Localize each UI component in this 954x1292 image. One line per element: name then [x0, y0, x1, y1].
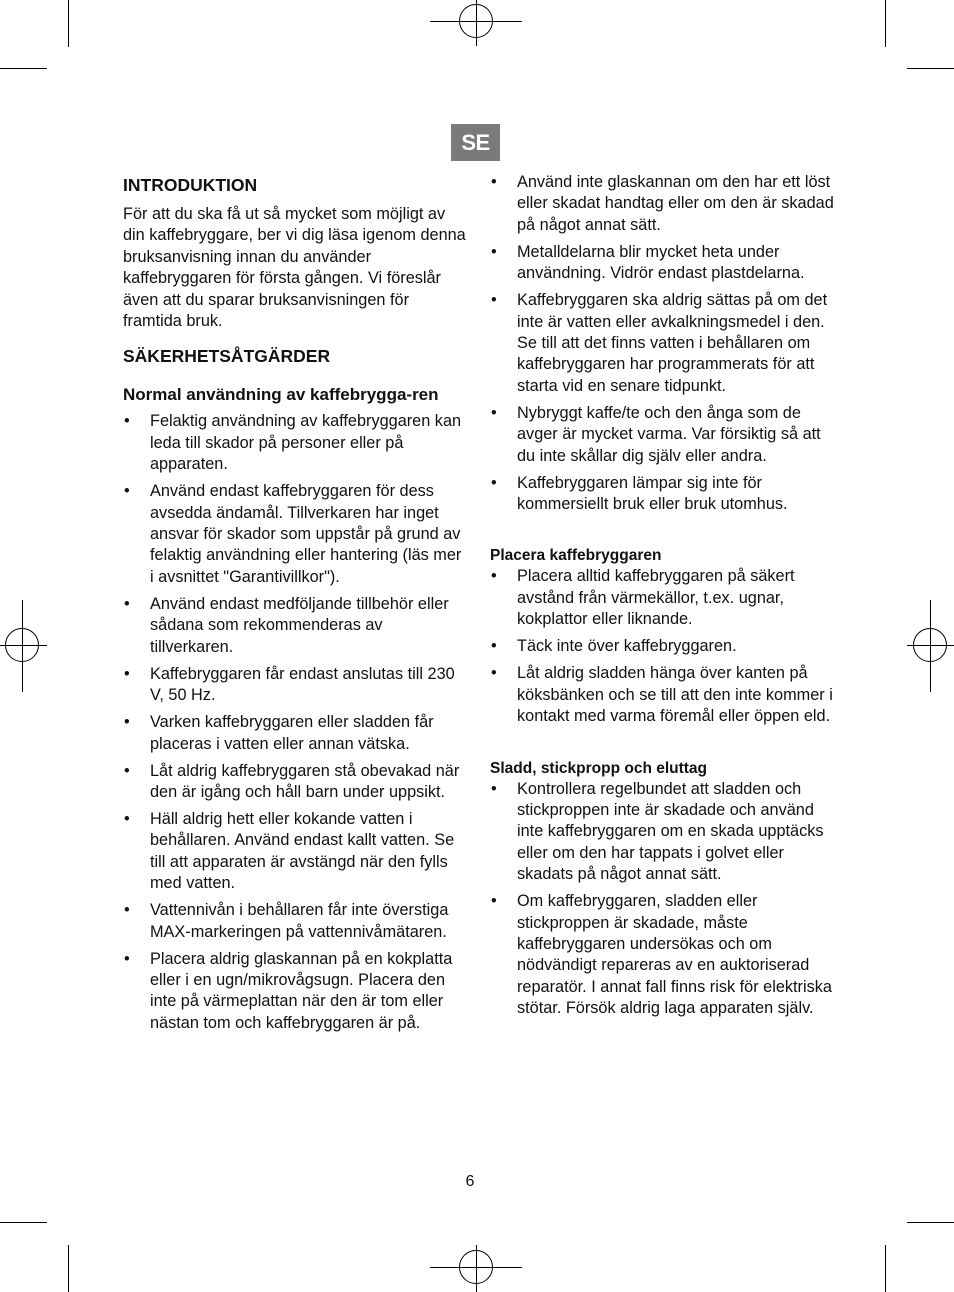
- cord-heading: Sladd, stickpropp och eluttag: [490, 759, 708, 777]
- list-item: • Häll aldrig hett eller kokande vatten i behållaren. Använd endast kallt vatten. Se till att apparaten är avstängd när den fylls med vatten.: [123, 809, 468, 895]
- crop-mark: [907, 1222, 954, 1223]
- normal-use-heading: Normal användning av kaffebrygga-ren: [123, 385, 439, 405]
- intro-paragraph: För att du ska få ut så mycket som möjligt av din kaffebryggare, ber vi dig läsa igenom denna bruksanvisning innan du använder kaffebryggaren för första gången. Vi föreslår även att du sparar bruksanvisningen för framtida bruk.: [123, 205, 466, 331]
- placement-list: [490, 566, 835, 727]
- list-item: • Låt aldrig sladden hänga över kanten på köksbänken och se till att den inte kommer i kontakt med varma föremål eller öppen eld.: [490, 663, 835, 727]
- left-column: [123, 172, 468, 1040]
- crop-mark: [0, 68, 47, 69]
- normal-use-list: [123, 411, 468, 1034]
- placement-heading: Placera kaffebryggaren: [490, 547, 662, 565]
- list-item: • Placera alltid kaffebryggaren på säkert avstånd från värmekällor, t.ex. ugnar, kokplattor eller liknande.: [490, 566, 835, 630]
- page-number: 6: [465, 1173, 475, 1190]
- list-item: • Använd inte glaskannan om den har ett löst eller skadat handtag eller om den är skadad på något annat sätt.: [490, 172, 835, 236]
- cord-list: [490, 779, 835, 1020]
- continued-list: [490, 172, 835, 515]
- right-column: [490, 172, 835, 1025]
- safety-heading: SÄKERHETSÅTGÄRDER: [123, 346, 331, 367]
- list-item: • Om kaffebryggaren, sladden eller stickproppen är skadade, måste kaffebryggaren undersökas och om nödvändigt repareras av en auktoriserad reparatör. I annat fall finns risk för elektriska stötar. Försök aldrig laga apparaten själv.: [490, 891, 835, 1019]
- list-item: • Täck inte över kaffebryggaren.: [490, 636, 835, 657]
- crop-mark: [0, 1222, 47, 1223]
- list-item: • Felaktig användning av kaffebryggaren kan leda till skador på personer eller på apparaten.: [123, 411, 468, 475]
- list-item: • Kaffebryggaren ska aldrig sättas på om det inte är vatten eller avkalkningsmedel i den. Se till att det finns vatten i behållaren om kaffebryggaren har programmerats för att starta vid en senare tidpunkt.: [490, 290, 835, 397]
- list-item: • Låt aldrig kaffebryggaren stå obevakad när den är igång och håll barn under uppsikt.: [123, 761, 468, 804]
- list-item: • Varken kaffebryggaren eller sladden får placeras i vatten eller annan vätska.: [123, 712, 468, 755]
- crop-mark: [68, 1245, 69, 1292]
- crop-mark: [68, 0, 69, 47]
- list-item: • Vattennivån i behållaren får inte överstiga MAX-markeringen på vattennivåmätaren.: [123, 900, 468, 943]
- list-item: • Nybryggt kaffe/te och den ånga som de avger är mycket varma. Var försiktig så att du inte skållar dig själv eller andra.: [490, 403, 835, 467]
- list-item: • Använd endast kaffebryggaren för dess avsedda ändamål. Tillverkaren har inget ansvar för skador som uppstår på grund av felaktig användning eller hantering (läs mer i avsnittet "Garantivillkor").: [123, 481, 468, 588]
- list-item: • Kaffebryggaren lämpar sig inte för kommersiellt bruk eller bruk utomhus.: [490, 473, 835, 516]
- list-item: • Placera aldrig glaskannan på en kokplatta eller i en ugn/mikrovågsugn. Placera den inte på värmeplattan när den är tom eller nästan tom och kaffebryggaren är på.: [123, 949, 468, 1035]
- crop-mark: [885, 0, 886, 47]
- list-item: • Använd endast medföljande tillbehör eller sådana som rekommenderas av tillverkaren.: [123, 594, 468, 658]
- list-item: • Kontrollera regelbundet att sladden och stickproppen inte är skadade och använd inte kaffebryggaren om en skada upptäcks eller om den har tappats i golvet eller skadats på något annat sätt.: [490, 779, 835, 886]
- list-item: • Kaffebryggaren får endast anslutas till 230 V, 50 Hz.: [123, 664, 468, 707]
- crop-mark: [885, 1245, 886, 1292]
- intro-heading: INTRODUKTION: [123, 175, 258, 195]
- crop-mark: [907, 68, 954, 69]
- list-item: • Metalldelarna blir mycket heta under användning. Vidrör endast plastdelarna.: [490, 242, 835, 285]
- language-badge: SE: [451, 124, 500, 161]
